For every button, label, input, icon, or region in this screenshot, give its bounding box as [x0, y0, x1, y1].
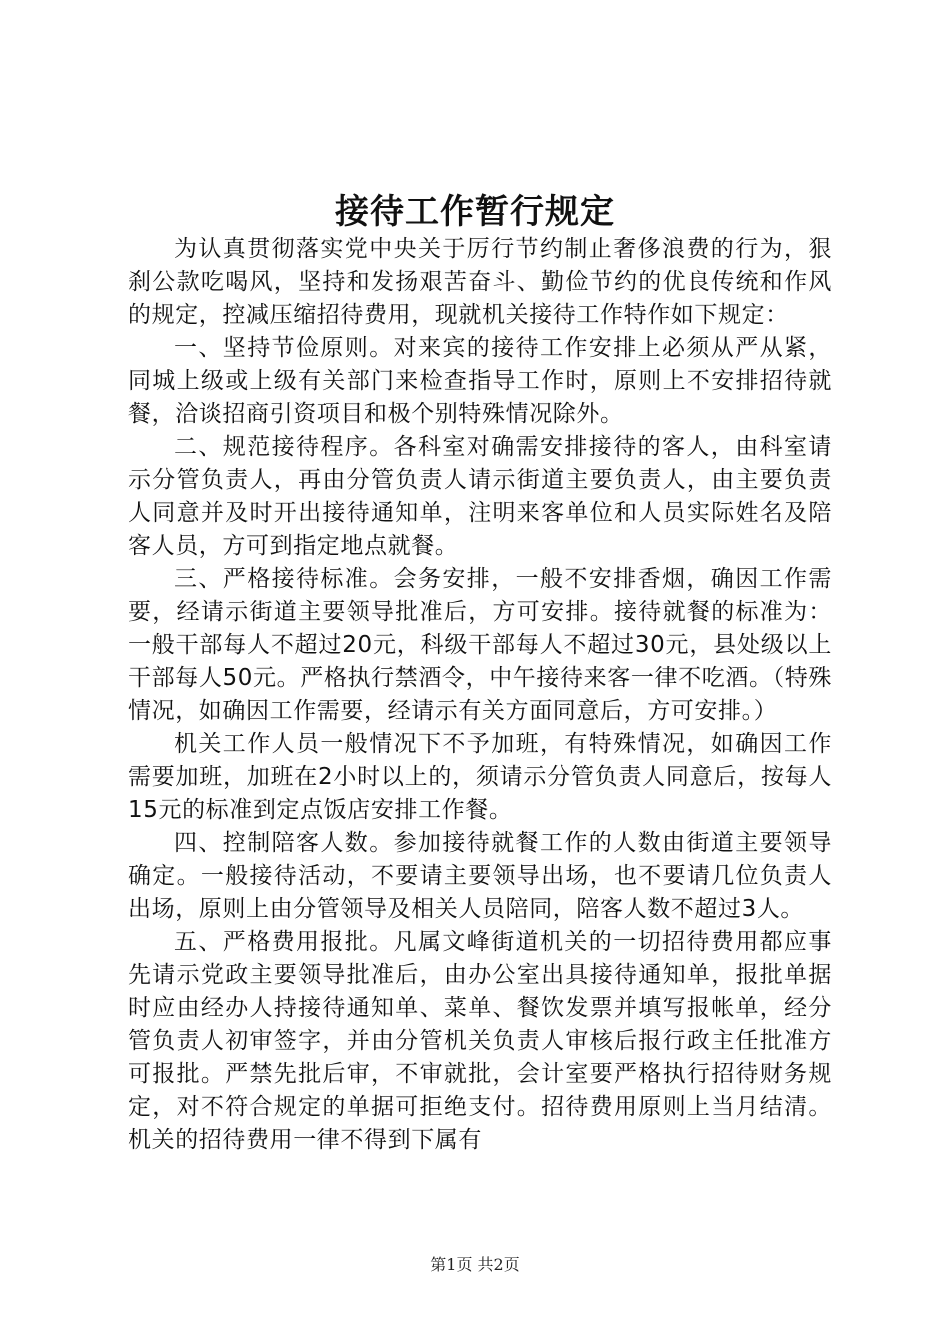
paragraph-rule-4: 四、控制陪客人数。参加接待就餐工作的人数由街道主要领导确定。一般接待活动，不要请主要领导出场，也不要请几位负责人出场，原则上由分管领导及相关人员陪同，陪客人数不超过3人。: [128, 830, 832, 922]
paragraph-intro: 为认真贯彻落实党中央关于厉行节约制止奢侈浪费的行为，狠刹公款吃喝风，坚持和发扬艰苦奋斗、勤俭节约的优良传统和作风的规定，控减压缩招待费用，现就机关接待工作特作如下规定：: [128, 236, 832, 328]
document-title: 接待工作暂行规定: [335, 192, 615, 232]
paragraph-rule-5: 五、严格费用报批。凡属文峰街道机关的一切招待费用都应事先请示党政主要领导批准后，由办公室出具接待通知单，报批单据时应由经办人持接待通知单、菜单、餐饮发票并填写报帐单，经分管负责人初审签字，并由分管机关负责人审核后报行政主任批准方可报批。严禁先批后审，不审就批，会计室要严格执行招待财务规定，对不符合规定的单据可拒绝支付。招待费用原则上当月结清。机关的招待费用一律不得到下属有: [128, 929, 832, 1153]
paragraph-rule-1: 一、坚持节俭原则。对来宾的接待工作安排上必须从严从紧，同城上级或上级有关部门来检查指导工作时，原则上不安排招待就餐，洽谈招商引资项目和极个别特殊情况除外。: [128, 335, 832, 427]
paragraph-overtime: 机关工作人员一般情况下不予加班，有特殊情况，如确因工作需要加班，加班在2小时以上的，须请示分管负责人同意后，按每人15元的标准到定点饭店安排工作餐。: [128, 731, 832, 823]
document-body: [128, 233, 832, 1157]
paragraph-rule-2: 二、规范接待程序。各科室对确需安排接待的客人，由科室请示分管负责人，再由分管负责人请示街道主要负责人，由主要负责人同意并及时开出接待通知单，注明来客单位和人员实际姓名及陪客人员，方可到指定地点就餐。: [128, 434, 832, 559]
page-number-footer: 第1页 共2页: [430, 1255, 520, 1274]
paragraph-rule-3: 三、严格接待标准。会务安排，一般不安排香烟，确因工作需要，经请示街道主要领导批准后，方可安排。接待就餐的标准为：一般干部每人不超过20元，科级干部每人不超过30元，县处级以上干部每人50元。严格执行禁酒令，中午接待来客一律不吃酒。（特殊情况，如确因工作需要，经请示有关方面同意后，方可安排。）: [128, 566, 832, 724]
